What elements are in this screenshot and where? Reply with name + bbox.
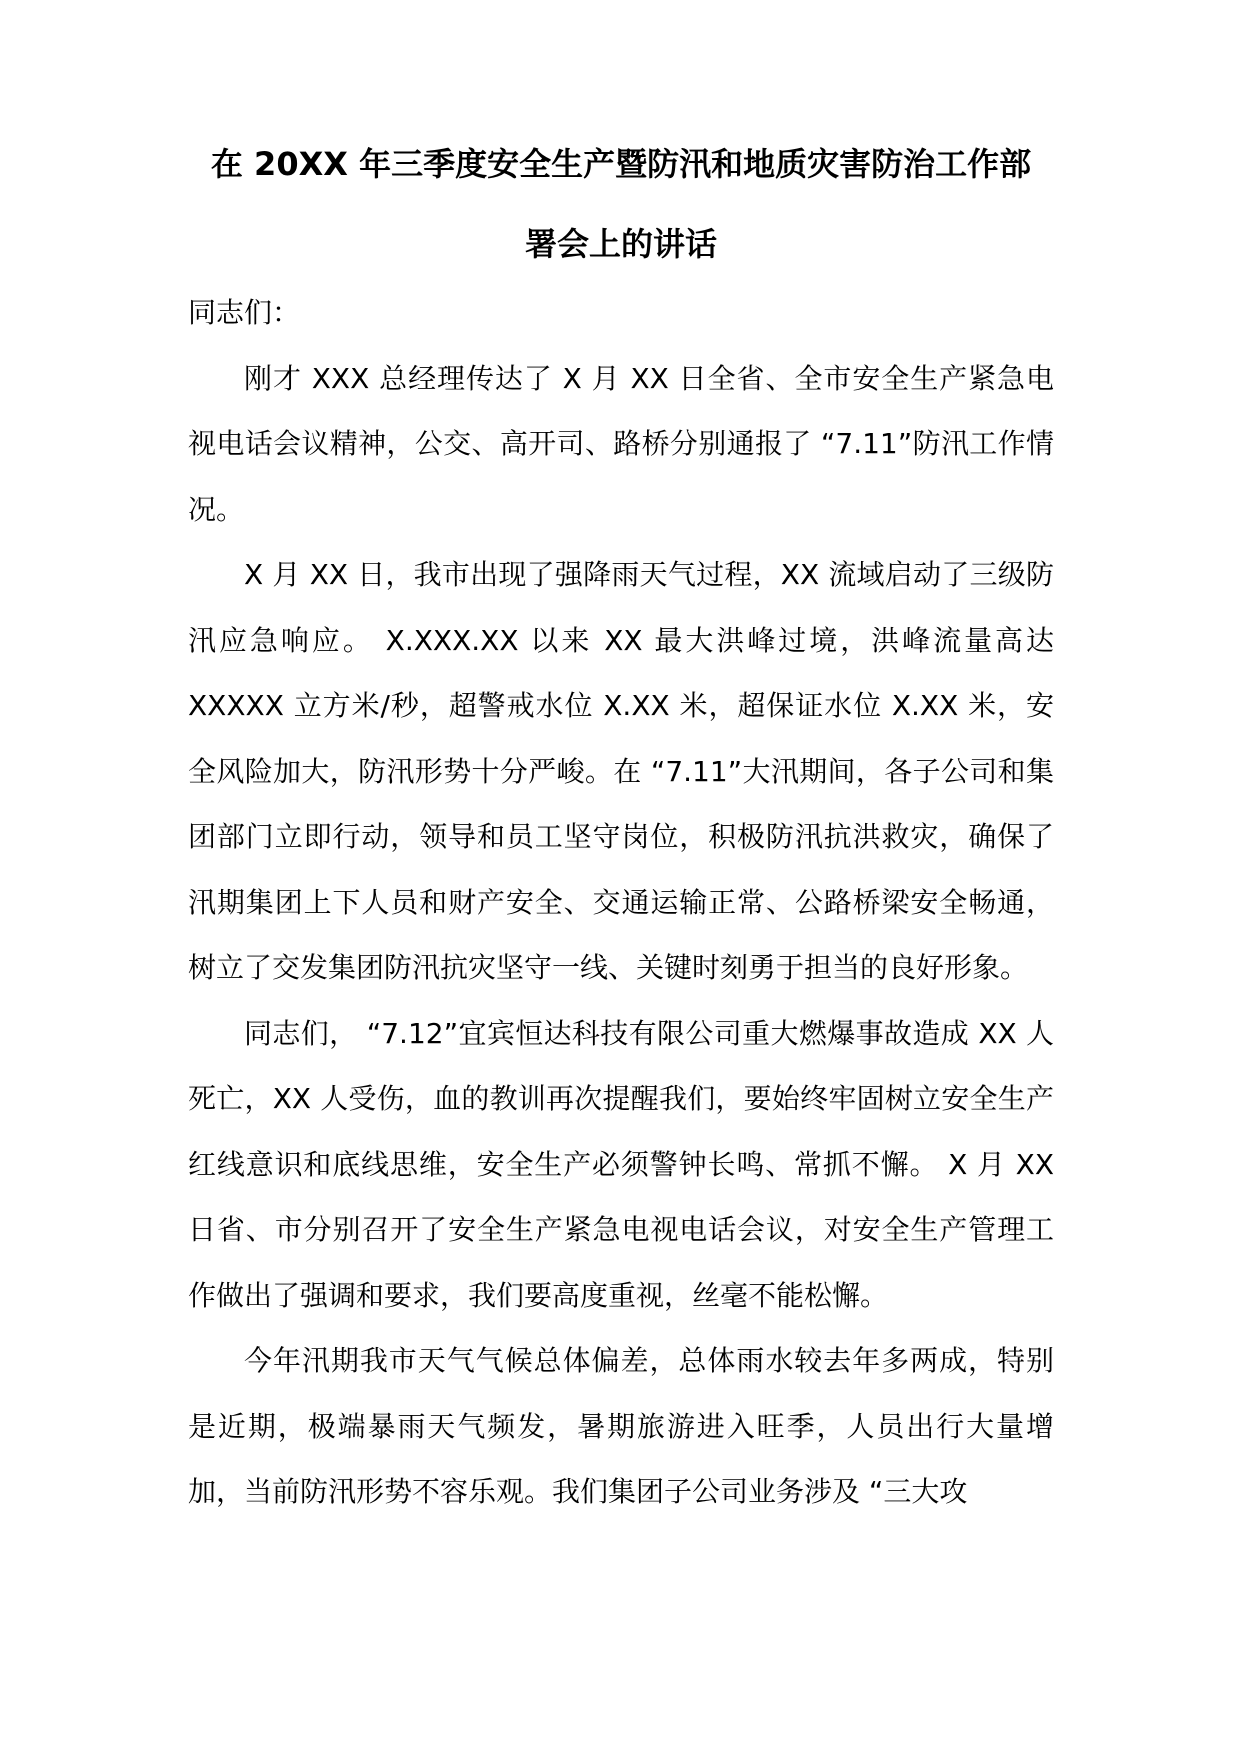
document-title bbox=[188, 124, 1054, 284]
title-line-2: 署会上的讲话 bbox=[524, 225, 717, 263]
title-line-1: 在 20XX 年三季度安全生产暨防汛和地质灾害防治工作部 bbox=[210, 145, 1032, 183]
paragraph-3: 同志们， “7.12”宜宾恒达科技有限公司重大燃爆事故造成 XX 人死亡，XX 人受伤，血的教训再次提醒我们，要始终牢固树立安全生产红线意识和底线思维，安全生产必须警钟长鸣、常抓不懈。 X 月 XX 日省、市分别召开了安全生产紧急电视电话会议，对安全生产管理工作做出了强调和要求，我们要高度重视，丝毫不能松懈。 bbox=[188, 1016, 1054, 1312]
paragraph-2: X 月 XX 日，我市出现了强降雨天气过程，XX 流域启动了三级防汛应急响应。 X.XXX.XX 以来 XX 最大洪峰过境，洪峰流量高达 XXXXX 立方米/秒，超警戒水位 X.XX 米，超保证水位 X.XX 米，安全风险加大，防汛形势十分严峻。在 “7.11”大汛期间，各子公司和集团部门立即行动，领导和员工坚守岗位，积极防汛抗洪救灾，确保了汛期集团上下人员和财产安全、交通运输正常、公路桥梁安全畅通，树立了交发集团防汛抗灾坚守一线、关键时刻勇于担当的良好形象。 bbox=[188, 558, 1054, 984]
paragraph-4: 今年汛期我市天气气候总体偏差，总体雨水较去年多两成，特别是近期，极端暴雨天气频发，暑期旅游进入旺季，人员出行大量增加，当前防汛形势不容乐观。我们集团子公司业务涉及 “三大攻 bbox=[188, 1344, 1054, 1508]
paragraph-1: 刚才 XXX 总经理传达了 X 月 XX 日全省、全市安全生产紧急电视电话会议精神，公交、高开司、路桥分别通报了 “7.11”防汛工作情况。 bbox=[188, 361, 1054, 526]
document-body bbox=[188, 145, 1054, 1525]
salutation: 同志们： bbox=[188, 296, 301, 329]
